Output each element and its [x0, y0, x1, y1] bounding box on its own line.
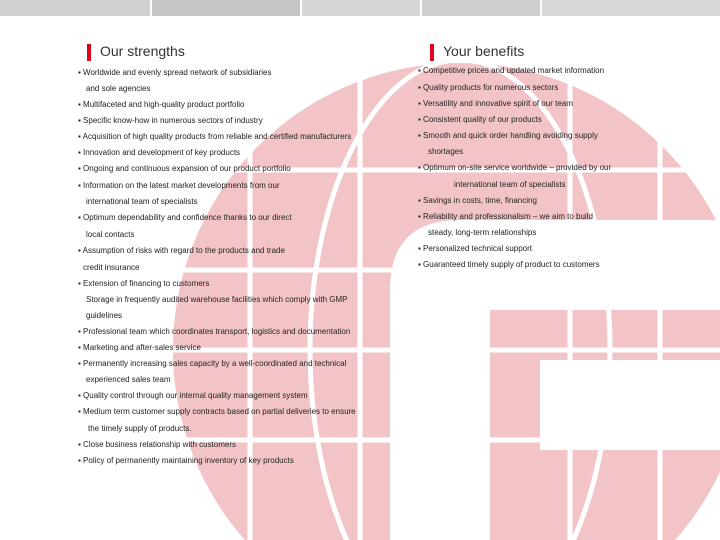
benefits-heading	[443, 43, 524, 59]
strengths-line: guidelines	[86, 311, 123, 320]
strengths-line: ▪ Optimum dependability and confidence thanks to our direct	[78, 213, 292, 222]
strengths-line: ▪ Specific know-how in numerous sectors of industry	[78, 116, 263, 125]
top-bar-segment	[152, 0, 300, 16]
strengths-line: the timely supply of products.	[88, 424, 192, 433]
top-bar-segment	[542, 0, 720, 16]
strengths-line: ▪ Information on the latest market developments from our	[78, 181, 280, 190]
logo-letter-bar	[540, 360, 720, 450]
benefits-line: international team of specialists	[454, 180, 566, 189]
benefits-line: shortages	[428, 147, 464, 156]
strengths-line: ▪ Medium term customer supply contracts based on partial deliveries to ensure	[78, 407, 356, 416]
strengths-line: ▪ Marketing and after-sales service	[78, 343, 201, 352]
heading-accent-bar	[87, 44, 91, 61]
strengths-line: ▪ Professional team which coordinates transport, logistics and documentation	[78, 327, 351, 336]
benefits-line: ▪ Guaranteed timely supply of product to customers	[418, 260, 600, 269]
strengths-line: ▪ Quality control through our internal quality management system	[78, 391, 308, 400]
strengths-line: ▪ Innovation and development of key products	[78, 148, 241, 157]
benefits-line: ▪ Quality products for numerous sectors	[418, 83, 559, 92]
strengths-line: ▪ Assumption of risks with regard to the products and trade	[78, 246, 285, 255]
strengths-line: ▪ Close business relationship with customers	[78, 440, 237, 449]
top-bar-segment	[0, 0, 150, 16]
top-decorative-bar	[0, 0, 720, 16]
strengths-line: credit insurance	[83, 263, 140, 272]
benefits-line: ▪ Reliability and professionalism – we aim to build	[418, 212, 593, 221]
strengths-line: ▪ Policy of permanently maintaining inventory of key products	[78, 456, 294, 465]
benefits-line: ▪ Consistent quality of our products	[418, 115, 542, 124]
strengths-line: local contacts	[86, 230, 135, 239]
strengths-line: ▪ Permanently increasing sales capacity by a well-coordinated and technical	[78, 359, 347, 368]
strengths-line: ▪ Ongoing and continuous expansion of our product portfolio	[78, 164, 291, 173]
strengths-line: and sole agencies	[86, 84, 151, 93]
strengths-heading	[100, 43, 185, 59]
strengths-title: Our strengths	[100, 43, 185, 59]
benefits-line: ▪ Optimum on-site service worldwide – provided by our	[418, 163, 612, 172]
strengths-line: ▪ Acquisition of high quality products from reliable and certified manufacturers	[78, 132, 352, 141]
benefits-line: ▪ Versatility and innovative spirit of our team	[418, 99, 573, 108]
strengths-line: ▪ Multifaceted and high-quality product portfolio	[78, 100, 245, 109]
benefits-line: ▪ Smooth and quick order handling avoiding supply	[418, 131, 598, 140]
benefits-line: ▪ Personalized technical support	[418, 244, 533, 253]
strengths-line: Storage in frequently audited warehouse facilities which comply with GMP	[86, 295, 348, 304]
strengths-line: ▪ Extension of financing to customers	[78, 279, 210, 288]
top-bar-segment	[422, 0, 540, 16]
strengths-line: experienced sales team	[86, 375, 171, 384]
benefits-line: ▪ Competitive prices and updated market information	[418, 66, 605, 75]
benefits-line: steady, long-term relationships	[428, 228, 537, 237]
benefits-title: Your benefits	[443, 43, 525, 59]
strengths-line: international team of specialists	[86, 197, 198, 206]
heading-accent-bar	[430, 44, 434, 61]
top-bar-segment	[302, 0, 420, 16]
benefits-line: ▪ Savings in costs, time, financing	[418, 196, 537, 205]
strengths-line: ▪ Worldwide and evenly spread network of subsidiaries	[78, 68, 272, 77]
